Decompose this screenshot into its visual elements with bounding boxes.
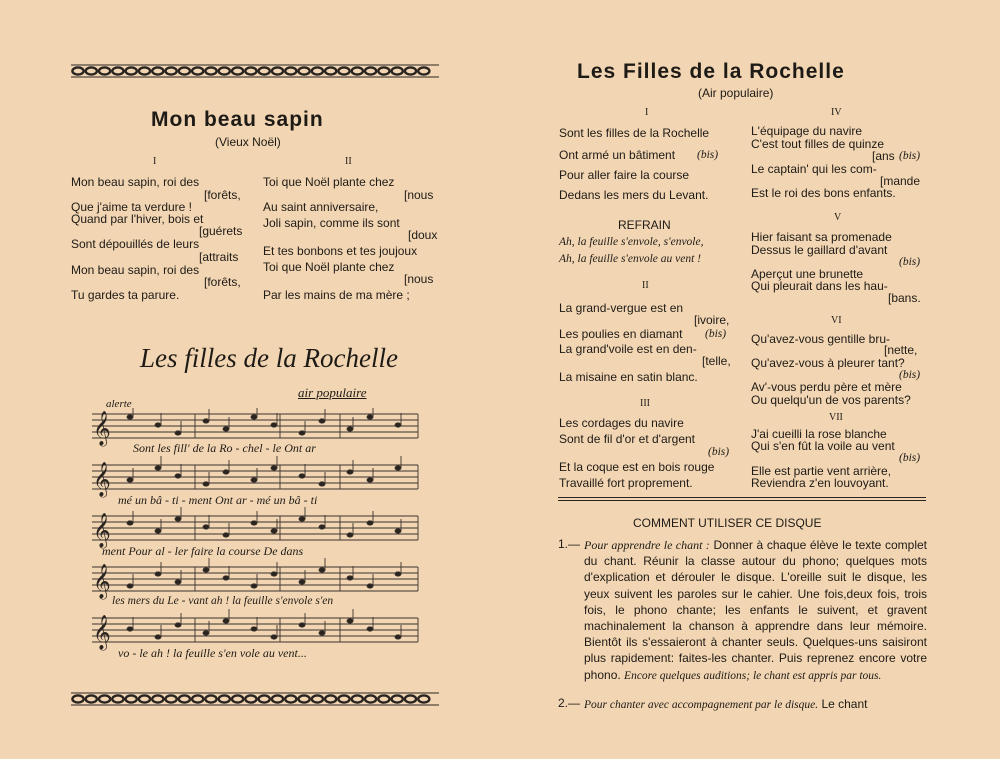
note-head [271, 635, 277, 639]
chain-link [126, 67, 137, 74]
verse-line: Av'-vous perdu père et mère [751, 380, 902, 394]
note-head [319, 568, 325, 572]
verse-line: [doux [408, 228, 438, 242]
chain-link [179, 67, 190, 74]
section-rule [558, 497, 926, 498]
bis-marker: (bis) [697, 149, 719, 161]
chain-link [152, 695, 163, 702]
treble-clef-icon: 𝄞 [93, 462, 111, 497]
chain-link [72, 67, 83, 74]
song-subtitle: (Vieux Noël) [215, 135, 281, 149]
item-number: 1.— [558, 537, 581, 551]
note-head [299, 517, 305, 521]
treble-clef-icon: 𝄞 [93, 513, 111, 548]
note-head [299, 474, 305, 478]
note-head [127, 584, 133, 588]
note-head [203, 631, 209, 635]
note-head [155, 572, 161, 576]
verse-line: Les cordages du navire [559, 416, 684, 430]
chain-link [378, 67, 389, 74]
score-lyric-line: vo - le ah ! la feuille s'en vole au vent... [118, 646, 307, 660]
chain-link [405, 695, 416, 702]
chain-link [299, 695, 310, 702]
verse-line: [mande [880, 174, 921, 188]
chain-link [392, 695, 403, 702]
verse-line: Au saint anniversaire, [263, 200, 379, 214]
chain-link [285, 695, 296, 702]
note-head [203, 419, 209, 423]
verse-line: Hier faisant sa promenade [751, 230, 892, 244]
score-lyric-line: les mers du Le - vant ah ! la feuille s'envole s'en [112, 595, 334, 607]
chain-link [365, 695, 376, 702]
verse-line: Travaillé fort proprement. [559, 476, 693, 490]
verse-line: [nous [404, 272, 434, 286]
verse-line: Mon beau sapin, roi des [71, 263, 200, 277]
note-head [347, 427, 353, 431]
bottom-chain-ornament [71, 692, 439, 706]
verse-number: II [642, 280, 649, 291]
chain-link [312, 695, 323, 702]
chain-link [112, 67, 123, 74]
verse-line: [forêts, [204, 275, 241, 289]
note-head [347, 619, 353, 623]
verse-line: Par les mains de ma mère ; [263, 288, 410, 302]
note-head [271, 572, 277, 576]
chain-link [232, 695, 243, 702]
note-head [223, 576, 229, 580]
note-head [203, 568, 209, 572]
note-head [251, 584, 257, 588]
chain-link [418, 67, 429, 74]
chain-link [245, 695, 256, 702]
bis-marker: (bis) [899, 150, 921, 162]
note-head [395, 529, 401, 533]
chain-link [405, 67, 416, 74]
note-head [367, 478, 373, 482]
note-head [347, 576, 353, 580]
note-head [347, 533, 353, 537]
chain-link [166, 695, 177, 702]
chain-link [205, 67, 216, 74]
note-head [271, 529, 277, 533]
note-head [127, 478, 133, 482]
note-head [223, 619, 229, 623]
chain-link [392, 67, 403, 74]
verse-line: Et tes bonbons et tes joujoux [263, 244, 418, 258]
note-head [299, 623, 305, 627]
note-head [203, 482, 209, 486]
verse-number: I [153, 156, 157, 167]
note-head [395, 423, 401, 427]
verse-line: Reviendra z'en louvoyant. [751, 476, 889, 490]
verse-line: Et la coque est en bois rouge [559, 460, 715, 474]
verse-line: Le captain' qui les com- [751, 162, 877, 176]
section-rule [558, 500, 926, 501]
verse-number: I [645, 107, 649, 118]
bis-marker: (bis) [705, 328, 727, 340]
chain-link [325, 695, 336, 702]
chain-link [152, 67, 163, 74]
refrain-line: Ah, la feuille s'envole, s'envole, [559, 236, 704, 248]
note-head [271, 466, 277, 470]
verse-line: J'ai cueilli la rose blanche [751, 427, 887, 441]
refrain-line: Ah, la feuille s'envole au vent ! [559, 253, 702, 265]
chain-link [272, 67, 283, 74]
score-lyric-line: Sont les fill' de la Ro - chel - le Ont ar [133, 441, 316, 455]
chain-link [338, 67, 349, 74]
treble-clef-icon: 𝄞 [93, 615, 111, 650]
verse-line: Dessus le gaillard d'avant [751, 243, 888, 257]
verse-line: Que j'aime ta verdure ! [71, 200, 193, 214]
chain-link [259, 67, 270, 74]
verse-line: Mon beau sapin, roi des [71, 175, 200, 189]
verse-number: III [640, 398, 650, 409]
bis-marker: (bis) [899, 369, 921, 381]
instructions-heading: COMMENT UTILISER CE DISQUE [633, 516, 822, 530]
verse-line: [bans. [888, 291, 921, 305]
verse-line: La grand'voile est en den- [559, 342, 697, 356]
instruction-body: Donner à chaque élève le texte complet du chant. Réunir la classe autour du phono; quelques mots d'explication et dérouler le disque. L'oreille suit le disque, les yeux suivent les paroles sur le cahier. Une fois,deux fois, trois fois, le phono chante; les enfants le suivent, et gravent machinalement la chanson à apprendre dans leur mémoire. Bientôt ils s'essaieront à chanter seuls. Quelques-uns saisiront plus rapidement: faites-les chanter. Puis reprenez encore votre phono. [584, 538, 928, 682]
verse-line: [nous [404, 188, 434, 202]
chain-link [299, 67, 310, 74]
song-subtitle: (Air populaire) [698, 86, 774, 100]
chain-link [352, 67, 363, 74]
chain-link [378, 695, 389, 702]
verse-line: [telle, [702, 354, 731, 368]
verse-line: Dedans les mers du Levant. [559, 188, 709, 202]
chain-link [312, 67, 323, 74]
note-head [127, 521, 133, 525]
note-head [175, 623, 181, 627]
verse-line: [ans [872, 149, 895, 163]
note-head [299, 431, 305, 435]
note-head [155, 635, 161, 639]
note-head [223, 470, 229, 474]
chain-link [192, 695, 203, 702]
right-page [500, 0, 1000, 759]
verse-line: Qui s'en fût la voile au vent [751, 439, 895, 453]
chain-link [272, 695, 283, 702]
note-head [319, 525, 325, 529]
verse-line: L'équipage du navire [751, 124, 863, 138]
verse-line: Qu'avez-vous gentille bru- [751, 332, 891, 346]
note-head [251, 521, 257, 525]
verse-line: Sont dépouillés de leurs [71, 237, 200, 251]
verse-line: La misaine en satin blanc. [559, 370, 698, 384]
verse-line: Elle est partie vent arrière, [751, 464, 892, 478]
chain-link [192, 67, 203, 74]
note-head [367, 584, 373, 588]
chain-link [245, 67, 256, 74]
verse-line: Toi que Noël plante chez [263, 175, 395, 189]
verse-number: VI [831, 315, 842, 326]
chain-link [219, 67, 230, 74]
note-head [319, 631, 325, 635]
note-head [367, 521, 373, 525]
tempo-marking: alerte [106, 398, 132, 410]
note-head [175, 431, 181, 435]
chain-link [179, 695, 190, 702]
verse-line: Ou quelqu'un de vos parents? [751, 393, 911, 407]
item-number: 2.— [558, 696, 581, 710]
chain-link [325, 67, 336, 74]
note-head [347, 470, 353, 474]
instruction-tail: Encore quelques auditions; le chant est appris par tous. [624, 669, 882, 682]
note-head [155, 423, 161, 427]
verse-line: Qui pleurait dans les hau- [751, 279, 888, 293]
score-lyric-line: ment Pour al - ler faire la course De dans [102, 544, 304, 558]
verse-line: [ivoire, [694, 313, 730, 327]
bis-marker: (bis) [899, 256, 921, 268]
instruction-paragraph-1 [584, 537, 927, 684]
verse-line: Toi que Noël plante chez [263, 260, 395, 274]
verse-line: Tu gardes ta parure. [71, 288, 180, 302]
score-subtitle: air populaire [298, 385, 367, 400]
verse-line: [forêts, [204, 188, 241, 202]
note-head [367, 415, 373, 419]
note-head [175, 580, 181, 584]
treble-clef-icon: 𝄞 [93, 411, 111, 446]
verse-number: IV [831, 107, 842, 118]
chain-link [219, 695, 230, 702]
note-head [367, 627, 373, 631]
note-head [203, 525, 209, 529]
chain-link [139, 67, 150, 74]
verse-line: Aperçut une brunette [751, 267, 864, 281]
chain-link [86, 67, 97, 74]
chain-link [99, 67, 110, 74]
bis-marker: (bis) [899, 452, 921, 464]
song-title: Mon beau sapin [151, 108, 324, 131]
chain-link [285, 67, 296, 74]
score-title: Les filles de la Rochelle [140, 343, 398, 373]
chain-link [166, 67, 177, 74]
verse-line: La grand-vergue est en [559, 301, 684, 315]
instruction-lead: Pour apprendre le chant : [584, 538, 710, 552]
verse-line: [nette, [884, 343, 918, 357]
note-head [175, 474, 181, 478]
note-head [319, 419, 325, 423]
verse-line: Pour aller faire la course [559, 168, 690, 182]
verse-line: Sont les filles de la Rochelle [559, 126, 710, 140]
chain-link [205, 695, 216, 702]
verse-line: Ont armé un bâtiment [559, 148, 676, 162]
instruction-paragraph-2 [584, 696, 927, 713]
chain-link [126, 695, 137, 702]
note-head [155, 466, 161, 470]
chain-link [86, 695, 97, 702]
verse-line: [guérets [199, 224, 243, 238]
top-chain-ornament [71, 64, 439, 78]
chain-link [99, 695, 110, 702]
verse-line: Joli sapin, comme ils sont [263, 216, 400, 230]
song-title: Les Filles de la Rochelle [577, 60, 845, 83]
chain-link [365, 67, 376, 74]
note-head [127, 415, 133, 419]
note-head [395, 635, 401, 639]
note-head [251, 627, 257, 631]
verse-line: Qu'avez-vous à pleurer tant? [751, 356, 905, 370]
note-head [155, 529, 161, 533]
chain-link [418, 695, 429, 702]
chain-link [112, 695, 123, 702]
note-head [127, 627, 133, 631]
verse-line: Quand par l'hiver, bois et [71, 212, 204, 226]
chain-link [72, 695, 83, 702]
verse-line: C'est tout filles de quinze [751, 137, 885, 151]
verse-number: VII [829, 412, 843, 423]
note-head [271, 423, 277, 427]
verse-line: [attraits [199, 250, 239, 264]
note-head [251, 478, 257, 482]
note-head [395, 572, 401, 576]
treble-clef-icon: 𝄞 [93, 564, 111, 599]
note-head [223, 427, 229, 431]
note-head [251, 415, 257, 419]
chain-link [352, 695, 363, 702]
note-head [223, 533, 229, 537]
chain-link [139, 695, 150, 702]
chain-link [232, 67, 243, 74]
verse-number: V [834, 212, 842, 223]
chain-link [259, 695, 270, 702]
score-lyric-line: mé un bâ - ti - ment Ont ar - mé un bâ - ti [118, 493, 318, 507]
bis-marker: (bis) [708, 446, 730, 458]
verse-number: II [345, 156, 352, 167]
chain-link [338, 695, 349, 702]
note-head [299, 580, 305, 584]
verse-line: Les poulies en diamant [559, 327, 683, 341]
note-head [395, 466, 401, 470]
refrain-heading: REFRAIN [618, 218, 671, 232]
note-head [175, 517, 181, 521]
note-head [319, 482, 325, 486]
instruction-body: Le chant [821, 697, 868, 711]
instruction-lead: Pour chanter avec accompagnement par le disque. [584, 699, 819, 711]
verse-line: Est le roi des bons enfants. [751, 186, 896, 200]
verse-line: Sont de fil d'or et d'argent [559, 432, 696, 446]
